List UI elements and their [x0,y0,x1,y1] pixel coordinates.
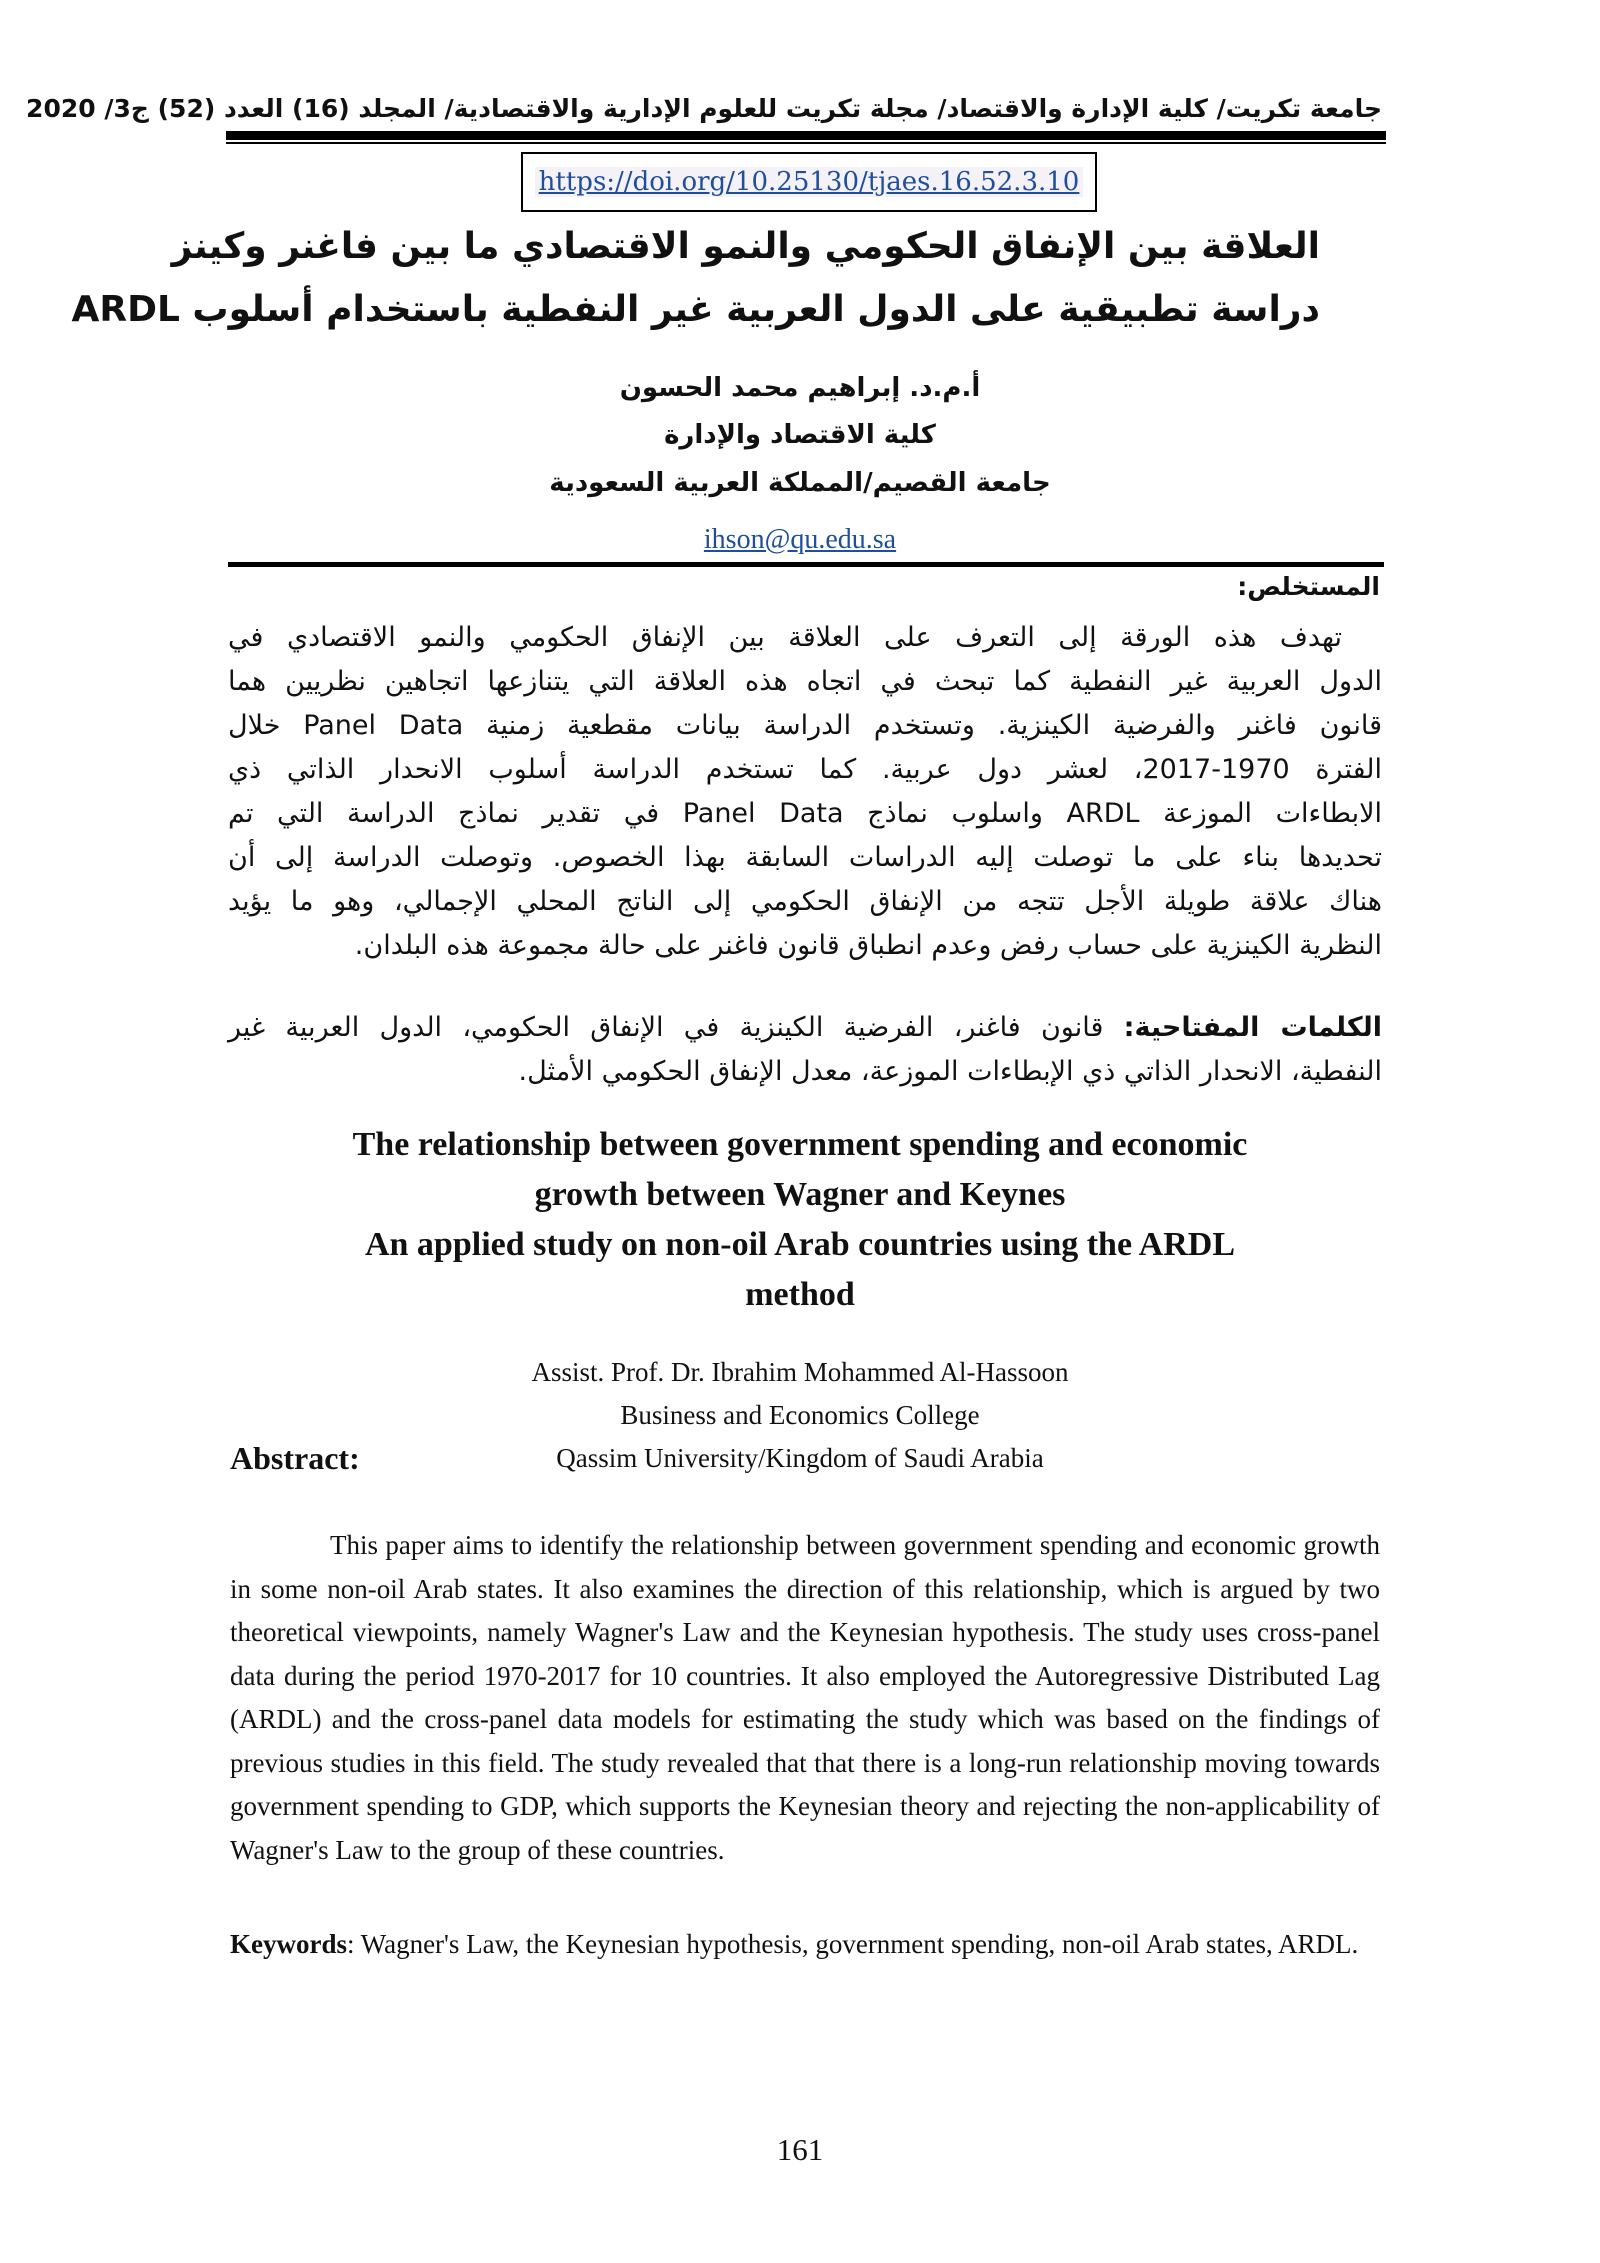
arabic-abstract-line: الفترة 1970-2017، لعشر دول عربية. كما تستخدم الدراسة أسلوب الانحدار الذاتي ذي [228,754,1382,785]
english-author-name: Assist. Prof. Dr. Ibrahim Mohammed Al-Hassoon [531,1357,1069,1387]
arabic-abstract-line: هناك علاقة طويلة الأجل تتجه من الإنفاق الحكومي إلى الناتج المحلي الإجمالي، وهو ما يؤيد [228,886,1382,917]
journal-running-header: جامعة تكريت/ كلية الإدارة والاقتصاد/ مجلة تكريت للعلوم الإدارية والاقتصادية/ المجلد (16) العدد (52) ج3/ 2020 [26,94,1382,123]
arabic-abstract-line: قانون فاغنر والفرضية الكينزية. وتستخدم الدراسة بيانات مقطعية زمنية Panel Data خلال [228,710,1382,741]
english-title-line-2: growth between Wagner and Keynes [534,1176,1066,1213]
english-abstract [230,1524,1380,1872]
english-keywords-label: Keywords [230,1929,347,1959]
header-rule-thin [226,142,1386,144]
arabic-abstract-line: الدول العربية غير النفطية كما تبحث في اتجاه هذه العلاقة التي يتنازعها اتجاهين نظريين هما [228,666,1382,697]
english-author-university: Qassim University/Kingdom of Saudi Arabia [556,1443,1044,1473]
author-email-link[interactable]: ihson@qu.edu.sa [703,524,897,555]
arabic-abstract-line: تحديدها بناء على ما توصلت إليه الدراسات السابقة بهذا الخصوص. وتوصلت الدراسة إلى أن [228,842,1382,873]
arabic-title-line-2: دراسة تطبيقية على الدول العربية غير النفطية باستخدام أسلوب ARDL [71,289,1320,330]
arabic-author-college: كلية الاقتصاد والإدارة [664,420,936,450]
arabic-abstract-line: الابطاءات الموزعة ARDL واسلوب نماذج Panel Data في تقدير نماذج الدراسة التي تم [228,798,1383,829]
english-abstract-heading: Abstract: [230,1440,360,1476]
arabic-title-line-1: العلاقة بين الإنفاق الحكومي والنمو الاقتصادي ما بين فاغنر وكينز [171,226,1320,267]
section-divider [228,562,1384,567]
arabic-abstract-heading: المستخلص: [1237,572,1380,601]
doi-link[interactable]: https://doi.org/10.25130/tjaes.16.52.3.10 [535,167,1084,197]
english-author-college: Business and Economics College [620,1400,980,1430]
arabic-abstract-line [228,616,1382,660]
doi-box [521,152,1097,212]
arabic-author-name: أ.م.د. إبراهيم محمد الحسون [619,373,981,403]
english-title-line-3: An applied study on non-oil Arab countries using the ARDL [364,1226,1236,1263]
header-rule [226,131,1386,140]
english-title-line-4: method [745,1276,855,1313]
english-keywords [230,1923,1380,1967]
arabic-abstract-text: تهدف هذه الورقة إلى التعرف على العلاقة بين الإنفاق الحكومي والنمو الاقتصادي في [228,622,1342,653]
english-keywords-text: : Wagner's Law, the Keynesian hypothesis, government spending, non-oil Arab states, ARDL. [347,1929,1359,1959]
arabic-keywords-line [228,1006,1382,1050]
arabic-keywords-label: الكلمات المفتاحية: [1123,1012,1382,1043]
arabic-author-university: جامعة القصيم/المملكة العربية السعودية [549,468,1051,498]
page-number: 161 [776,2132,824,2167]
english-title-line-1: The relationship between government spending and economic [352,1126,1248,1163]
arabic-keywords-line: النفطية، الانحدار الذاتي ذي الإبطاءات الموزعة، معدل الإنفاق الحكومي الأمثل. [518,1056,1382,1087]
english-abstract-text: This paper aims to identify the relationship between government spending and economic growth in some non-oil Arab states. It also examines the direction of this relationship, which is argued by two theoretical viewpoints, namely Wagner's Law and the Keynesian hypothesis. The study uses cross-panel data during the period 1970-2017 for 10 countries. It also employed the Autoregressive Distributed Lag (ARDL) and the cross-panel data models for estimating the study which was based on the findings of previous studies in this field. The study revealed that that there is a long-run relationship moving towards government spending to GDP, which supports the Keynesian theory and rejecting the non-applicability of Wagner's Law to the group of these countries. [230,1530,1380,1865]
arabic-abstract-line: النظرية الكينزية على حساب رفض وعدم انطباق قانون فاغنر على حالة مجموعة هذه البلدان. [354,930,1382,961]
arabic-keywords-text: قانون فاغنر، الفرضية الكينزية في الإنفاق الحكومي، الدول العربية غير [228,1012,1124,1043]
